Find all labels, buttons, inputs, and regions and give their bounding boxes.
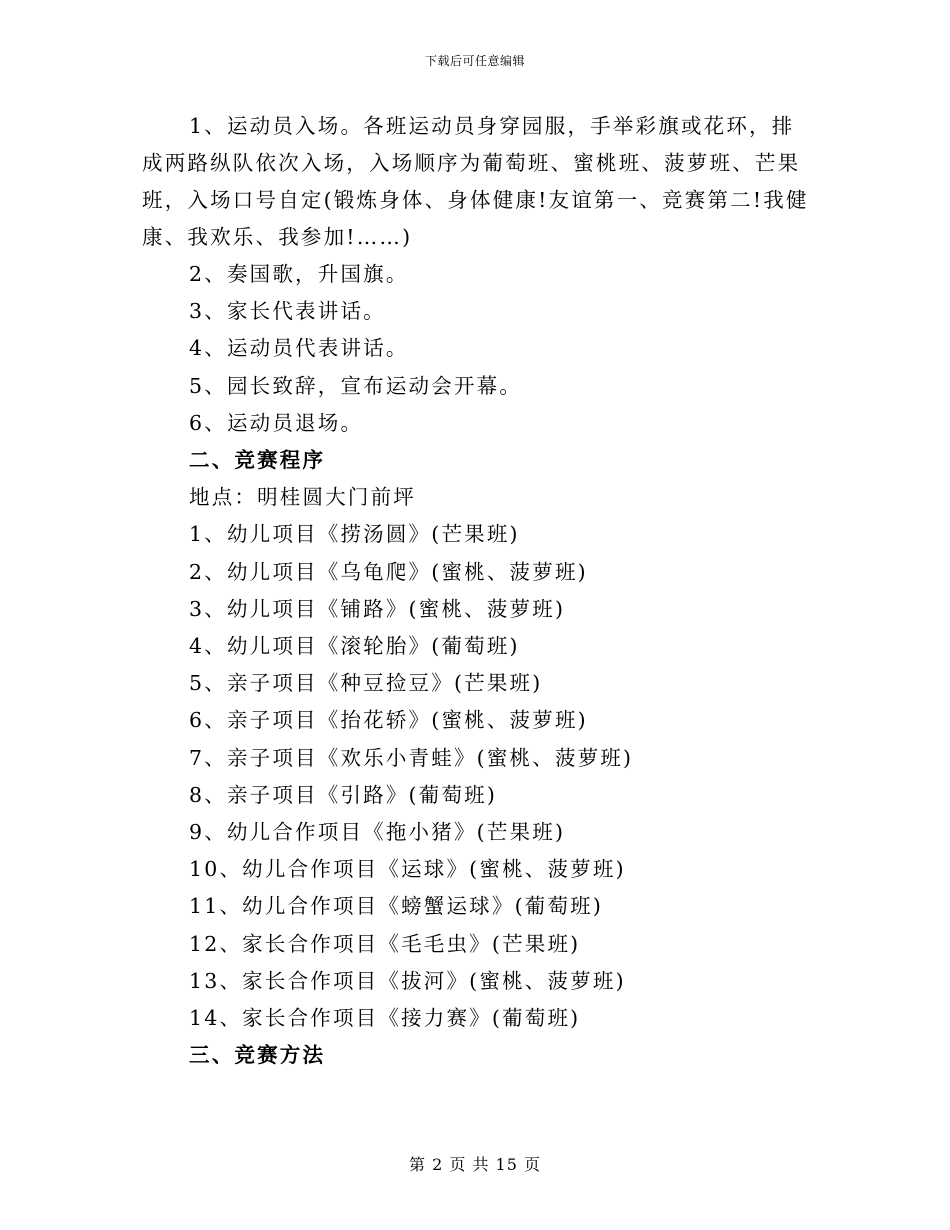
event-item: 5、亲子项目《种豆捡豆》(芒果班) (189, 671, 543, 696)
page-header-note: 下载后可任意编辑 (424, 54, 525, 68)
event-item: 13、家长合作项目《拔河》(蜜桃、菠萝班) (189, 968, 626, 993)
ceremony-list (142, 256, 812, 442)
document-body (142, 108, 812, 1074)
event-item: 8、亲子项目《引路》(葡萄班) (189, 782, 498, 807)
intro-paragraph: 1、运动员入场。各班运动员身穿园服，手举彩旗或花环，排成两路纵队依次入场，入场顺序为葡萄班、蜜桃班、菠萝班、芒果班，入场口号自定(锻炼身体、身体健康!友谊第一、竞赛第二!我健康、我欢乐、我参加!……) (142, 114, 809, 249)
event-item: 6、亲子项目《抬花轿》(蜜桃、菠萝班) (189, 708, 588, 733)
event-item: 12、家长合作项目《毛毛虫》(芒果班) (189, 931, 581, 956)
event-item: 14、家长合作项目《接力赛》(葡萄班) (189, 1006, 581, 1031)
page-number: 第 2 页 共 15 页 (409, 1155, 541, 1174)
ceremony-item: 2、奏国歌，升国旗。 (189, 262, 409, 286)
section-heading-competition-program: 二、竞赛程序 (189, 448, 326, 473)
event-item: 3、幼儿项目《铺路》(蜜桃、菠萝班) (189, 596, 566, 621)
event-item: 1、幼儿项目《捞汤圆》(芒果班) (189, 522, 520, 547)
ceremony-item: 3、家长代表讲话。 (189, 299, 386, 324)
event-list (142, 516, 812, 1037)
ceremony-item: 6、运动员退场。 (189, 410, 364, 435)
event-item: 7、亲子项目《欢乐小青蛙》(蜜桃、菠萝班) (189, 745, 634, 770)
ceremony-item: 4、运动员代表讲话。 (189, 336, 409, 361)
event-item: 4、幼儿项目《滚轮胎》(葡萄班) (189, 634, 520, 659)
event-item: 11、幼儿合作项目《螃蟹运球》(葡萄班) (189, 894, 604, 919)
ceremony-item: 5、园长致辞，宣布运动会开幕。 (189, 373, 523, 398)
location-line: 地点：明桂圆大门前坪 (189, 485, 416, 510)
event-item: 9、幼儿合作项目《拖小猪》(芒果班) (189, 820, 566, 845)
event-item: 2、幼儿项目《乌龟爬》(蜜桃、菠萝班) (189, 559, 588, 584)
event-item: 10、幼儿合作项目《运球》(蜜桃、菠萝班) (189, 857, 626, 882)
section-heading-competition-method: 三、竞赛方法 (189, 1043, 326, 1068)
